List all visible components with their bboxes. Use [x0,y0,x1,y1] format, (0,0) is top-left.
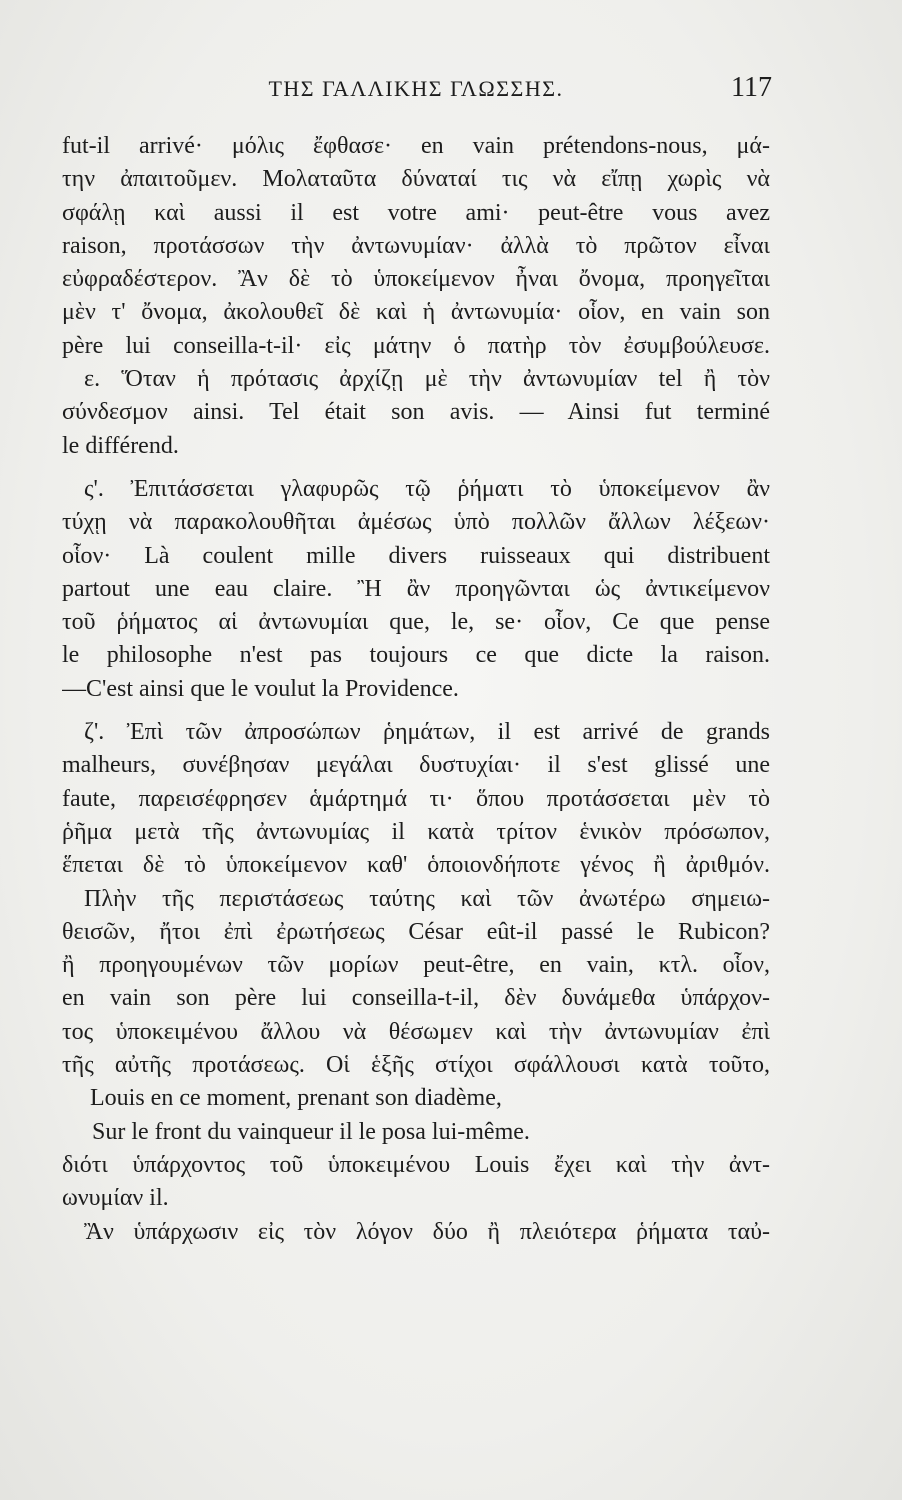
text-line: ἕπεται δὲ τὸ ὑποκείμενον καθ' ὁποιονδήποτε γένος ἢ ἀριθμόν. [62,852,770,879]
text-line: σύνδεσμον ainsi. Tel était son avis. — Ainsi fut terminé [62,399,770,426]
text-line: ς'. Ἐπιτάσσεται γλαφυρῶς τῷ ῥήματι τὸ ὑποκείμενον ἂν [84,475,770,502]
text-line: οἷον· Là coulent mille divers ruisseaux qui distribuent [62,542,770,569]
page-header [60,72,772,112]
text-line: père lui conseilla-t-il· εἰς μάτην ὁ πατὴρ τὸν ἐσυμβούλευσε. [62,332,770,359]
text-line: μὲν τ' ὄνομα, ἀκολουθεῖ δὲ καὶ ἡ ἀντωνυμία· οἷον, en vain son [62,299,770,326]
text-line: —C'est ainsi que le voulut la Providence. [62,675,459,702]
text-line: τος ὑποκειμένου ἄλλου νὰ θέσωμεν καὶ τὴν ἀντωνυμίαν ἐπὶ [62,1018,770,1045]
text-line: ωνυμίαν il. [62,1185,169,1212]
paragraph-gap [62,706,770,716]
text-line: εὐφραδέστερον. Ἂν δὲ τὸ ὑποκείμενον ἦναι ὄνομα, προηγεῖται [62,266,770,293]
text-line: την ἀπαιτοῦμεν. Μολαταῦτα δύναταί τις νὰ εἴπῃ χωρὶς νὰ [62,166,770,193]
text-line: ζ'. Ἐπὶ τῶν ἀπροσώπων ῥημάτων, il est arrivé de grands [84,719,770,746]
verse-line: Sur le front du vainqueur il le posa lui-même. [92,1118,530,1145]
text-line: faute, παρεισέφρησεν ἁμάρτημά τι· ὅπου προτάσσεται μὲν τὸ [62,785,770,812]
text-line: malheurs, συνέβησαν μεγάλαι δυστυχίαι· il s'est glissé une [62,752,770,779]
text-line: τύχῃ νὰ παρακολουθῆται ἀμέσως ὑπὸ πολλῶν ἄλλων λέξεων· [62,509,770,536]
text-line: fut-il arrivé· μόλις ἔφθασε· en vain prétendons-nous, μά- [62,133,770,159]
text-line: raison, προτάσσων τὴν ἀντωνυμίαν· ἀλλὰ τὸ πρῶτον εἶναι [62,232,770,259]
text-line: διότι ὑπάρχοντος τοῦ ὑποκειμένου Louis ἔχει καὶ τὴν ἀντ- [62,1151,770,1178]
text-line: τῆς αὐτῆς προτάσεως. Οἱ ἑξῆς στίχοι σφάλλουσι κατὰ τοῦτο, [62,1052,770,1079]
text-line: ῥῆμα μετὰ τῆς ἀντωνυμίας il κατὰ τρίτον ἑνικὸν πρόσωπον, [62,818,770,845]
page-body [62,130,770,1249]
text-line: Πλὴν τῆς περιστάσεως ταύτης καὶ τῶν ἀνωτέρω σημειω- [84,885,770,912]
running-head: ΤΗΣ ΓΑΛΛΙΚΗΣ ΓΛΩΣΣΗΣ. [268,76,564,101]
text-line: θεισῶν, ἤτοι ἐπὶ ἐρωτήσεως César eût-il passé le Rubicon? [62,918,770,945]
text-line: le différend. [62,432,179,459]
text-line: Ἂν ὑπάρχωσιν εἰς τὸν λόγον δύο ἢ πλειότερα ῥήματα ταὐ- [84,1218,770,1245]
text-line: σφάλῃ καὶ aussi il est votre ami· peut-être vous avez [62,199,770,226]
text-line: ε. Ὅταν ἡ πρότασις ἀρχίζῃ μὲ τὴν ἀντωνυμίαν tel ἢ τὸν [84,366,770,393]
verse-line: Louis en ce moment, prenant son diadème, [90,1085,502,1112]
text-line: le philosophe n'est pas toujours ce que dicte la raison. [62,642,770,669]
text-line: partout une eau claire. Ἢ ἂν προηγῶνται ὡς ἀντικείμενον [62,575,770,602]
paragraph-gap [62,463,770,473]
text-line: en vain son père lui conseilla-t-il, δὲν δυνάμεθα ὑπάρχον- [62,985,770,1012]
text-line: ἢ προηγουμένων τῶν μορίων peut-être, en vain, κτλ. οἷον, [62,952,770,979]
text-line: τοῦ ῥήματος αἱ ἀντωνυμίαι que, le, se· οἷον, Ce que pense [62,609,770,636]
page-number: 117 [731,72,772,103]
